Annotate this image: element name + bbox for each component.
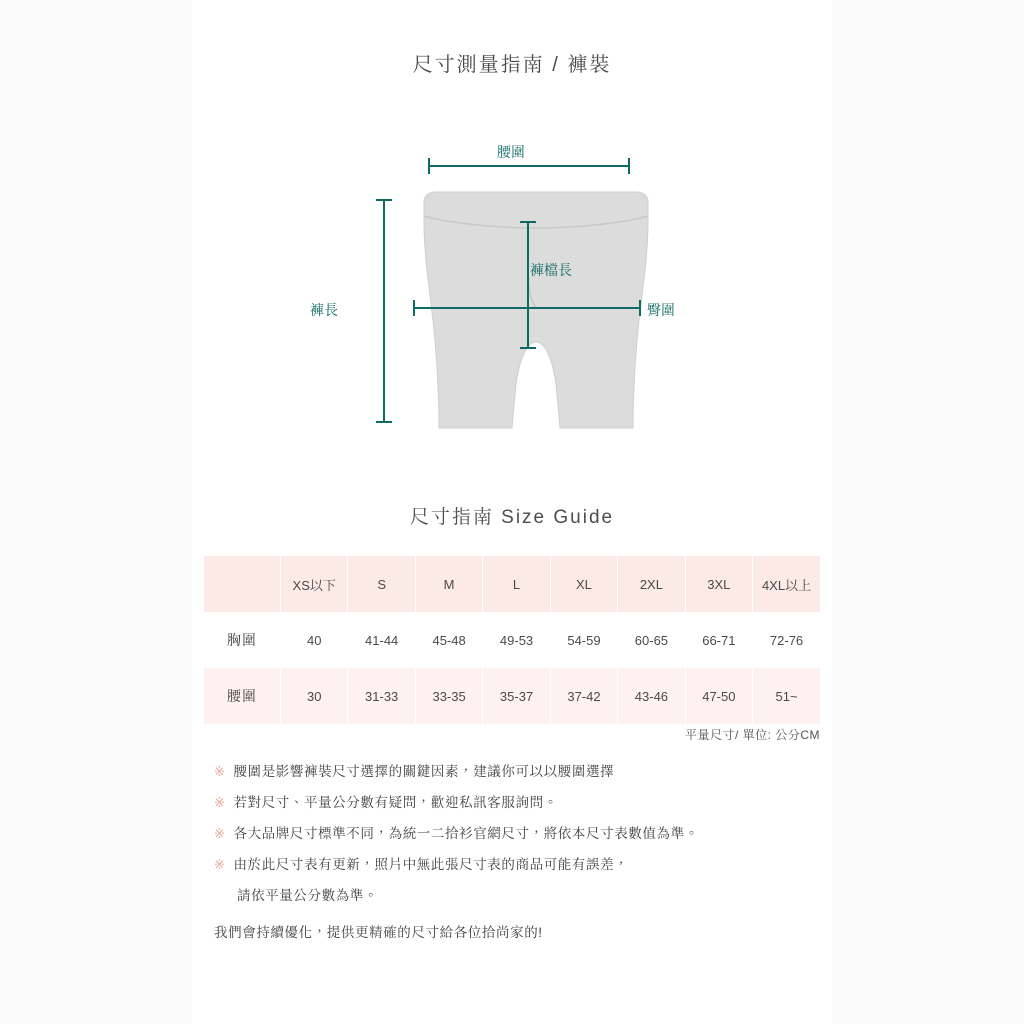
- table-row: [204, 612, 820, 668]
- note-text: 各大品牌尺寸標準不同，為統一二拾衫官網尺寸，將依本尺寸表數值為準。: [233, 826, 699, 841]
- note-bullet-icon: ※: [214, 857, 226, 872]
- page-title-inner: [399, 48, 626, 83]
- cell-chest-xl: 54-59: [550, 612, 617, 668]
- header-cell-s: S: [348, 556, 415, 612]
- shorts-illustration-svg: [192, 120, 832, 460]
- note-item: [214, 787, 814, 818]
- size-table-wrapper: [204, 556, 820, 724]
- cell-waist-2xl: 43-46: [618, 668, 685, 724]
- table-header-row: [204, 556, 820, 612]
- measurement-unit-note: 平量尺寸/ 單位: 公分CM: [685, 728, 820, 742]
- header-cell-m: M: [415, 556, 482, 612]
- cell-chest-s: 41-44: [348, 612, 415, 668]
- header-cell-xs: XS以下: [281, 556, 348, 612]
- label-pant-length: 褲長: [310, 302, 338, 318]
- left-margin-band: [0, 0, 192, 1024]
- cell-waist-xs: 30: [281, 668, 348, 724]
- note-text: 若對尺寸、平量公分數有疑問，歡迎私訊客服詢問。: [233, 795, 558, 810]
- cell-chest-xs: 40: [281, 612, 348, 668]
- note-bullet-icon: ※: [214, 764, 226, 779]
- row-label-waist: 腰圍: [204, 668, 281, 724]
- row-label-chest: 胸圍: [204, 612, 281, 668]
- note-item: [214, 818, 814, 849]
- header-cell-l: L: [483, 556, 550, 612]
- measurement-diagram: [192, 120, 832, 460]
- size-table-head: [204, 556, 820, 612]
- cell-chest-2xl: 60-65: [618, 612, 685, 668]
- note-bullet-icon: ※: [214, 795, 226, 810]
- note-item: [214, 849, 814, 880]
- cell-chest-3xl: 66-71: [685, 612, 752, 668]
- label-waist: 腰圍: [497, 144, 525, 160]
- page-title: [192, 48, 832, 83]
- note-bullet-icon: ※: [214, 826, 226, 841]
- shorts-shape: [424, 192, 648, 428]
- closing-message: 我們會持續優化，提供更精確的尺寸給各位拾尚家的!: [214, 925, 543, 940]
- cell-waist-l: 35-37: [483, 668, 550, 724]
- table-row: [204, 668, 820, 724]
- title-highlight-underline: [399, 75, 626, 83]
- size-guide-heading: 尺寸指南 Size Guide: [409, 507, 615, 528]
- cell-chest-l: 49-53: [483, 612, 550, 668]
- header-cell-4xl: 4XL以上: [761, 577, 812, 593]
- cell-chest-m: 45-48: [415, 612, 482, 668]
- header-cell-blank: [204, 556, 281, 612]
- cell-waist-4xl: 51~: [775, 688, 798, 704]
- note-continuation: 請依平量公分數為準。: [237, 888, 378, 903]
- cell-waist-m: 33-35: [415, 668, 482, 724]
- cell-chest-4xl: 72-76: [769, 632, 804, 648]
- notes-list: [214, 756, 814, 948]
- note-item: [214, 756, 814, 787]
- size-table: [204, 556, 820, 724]
- label-crotch-length: 褲檔長: [530, 262, 572, 278]
- length-measure-arrow: [376, 200, 392, 422]
- right-margin-band: [832, 0, 1024, 1024]
- label-hip: 臀圍: [647, 302, 675, 318]
- waist-measure-arrow: [429, 158, 629, 174]
- content-column: [192, 0, 832, 1024]
- note-text: 腰圍是影響褲裝尺寸選擇的關鍵因素，建議你可以以腰圍選擇: [233, 764, 615, 779]
- header-cell-3xl: 3XL: [685, 556, 752, 612]
- cell-waist-3xl: 47-50: [685, 668, 752, 724]
- cell-waist-s: 31-33: [348, 668, 415, 724]
- note-text: 由於此尺寸表有更新，照片中無此張尺寸表的商品可能有誤差，: [233, 857, 629, 872]
- header-cell-xl: XL: [550, 556, 617, 612]
- page-title-text: 尺寸測量指南 / 褲裝: [412, 54, 612, 76]
- cell-waist-xl: 37-42: [550, 668, 617, 724]
- size-table-body: [204, 612, 820, 724]
- header-cell-2xl: 2XL: [618, 556, 685, 612]
